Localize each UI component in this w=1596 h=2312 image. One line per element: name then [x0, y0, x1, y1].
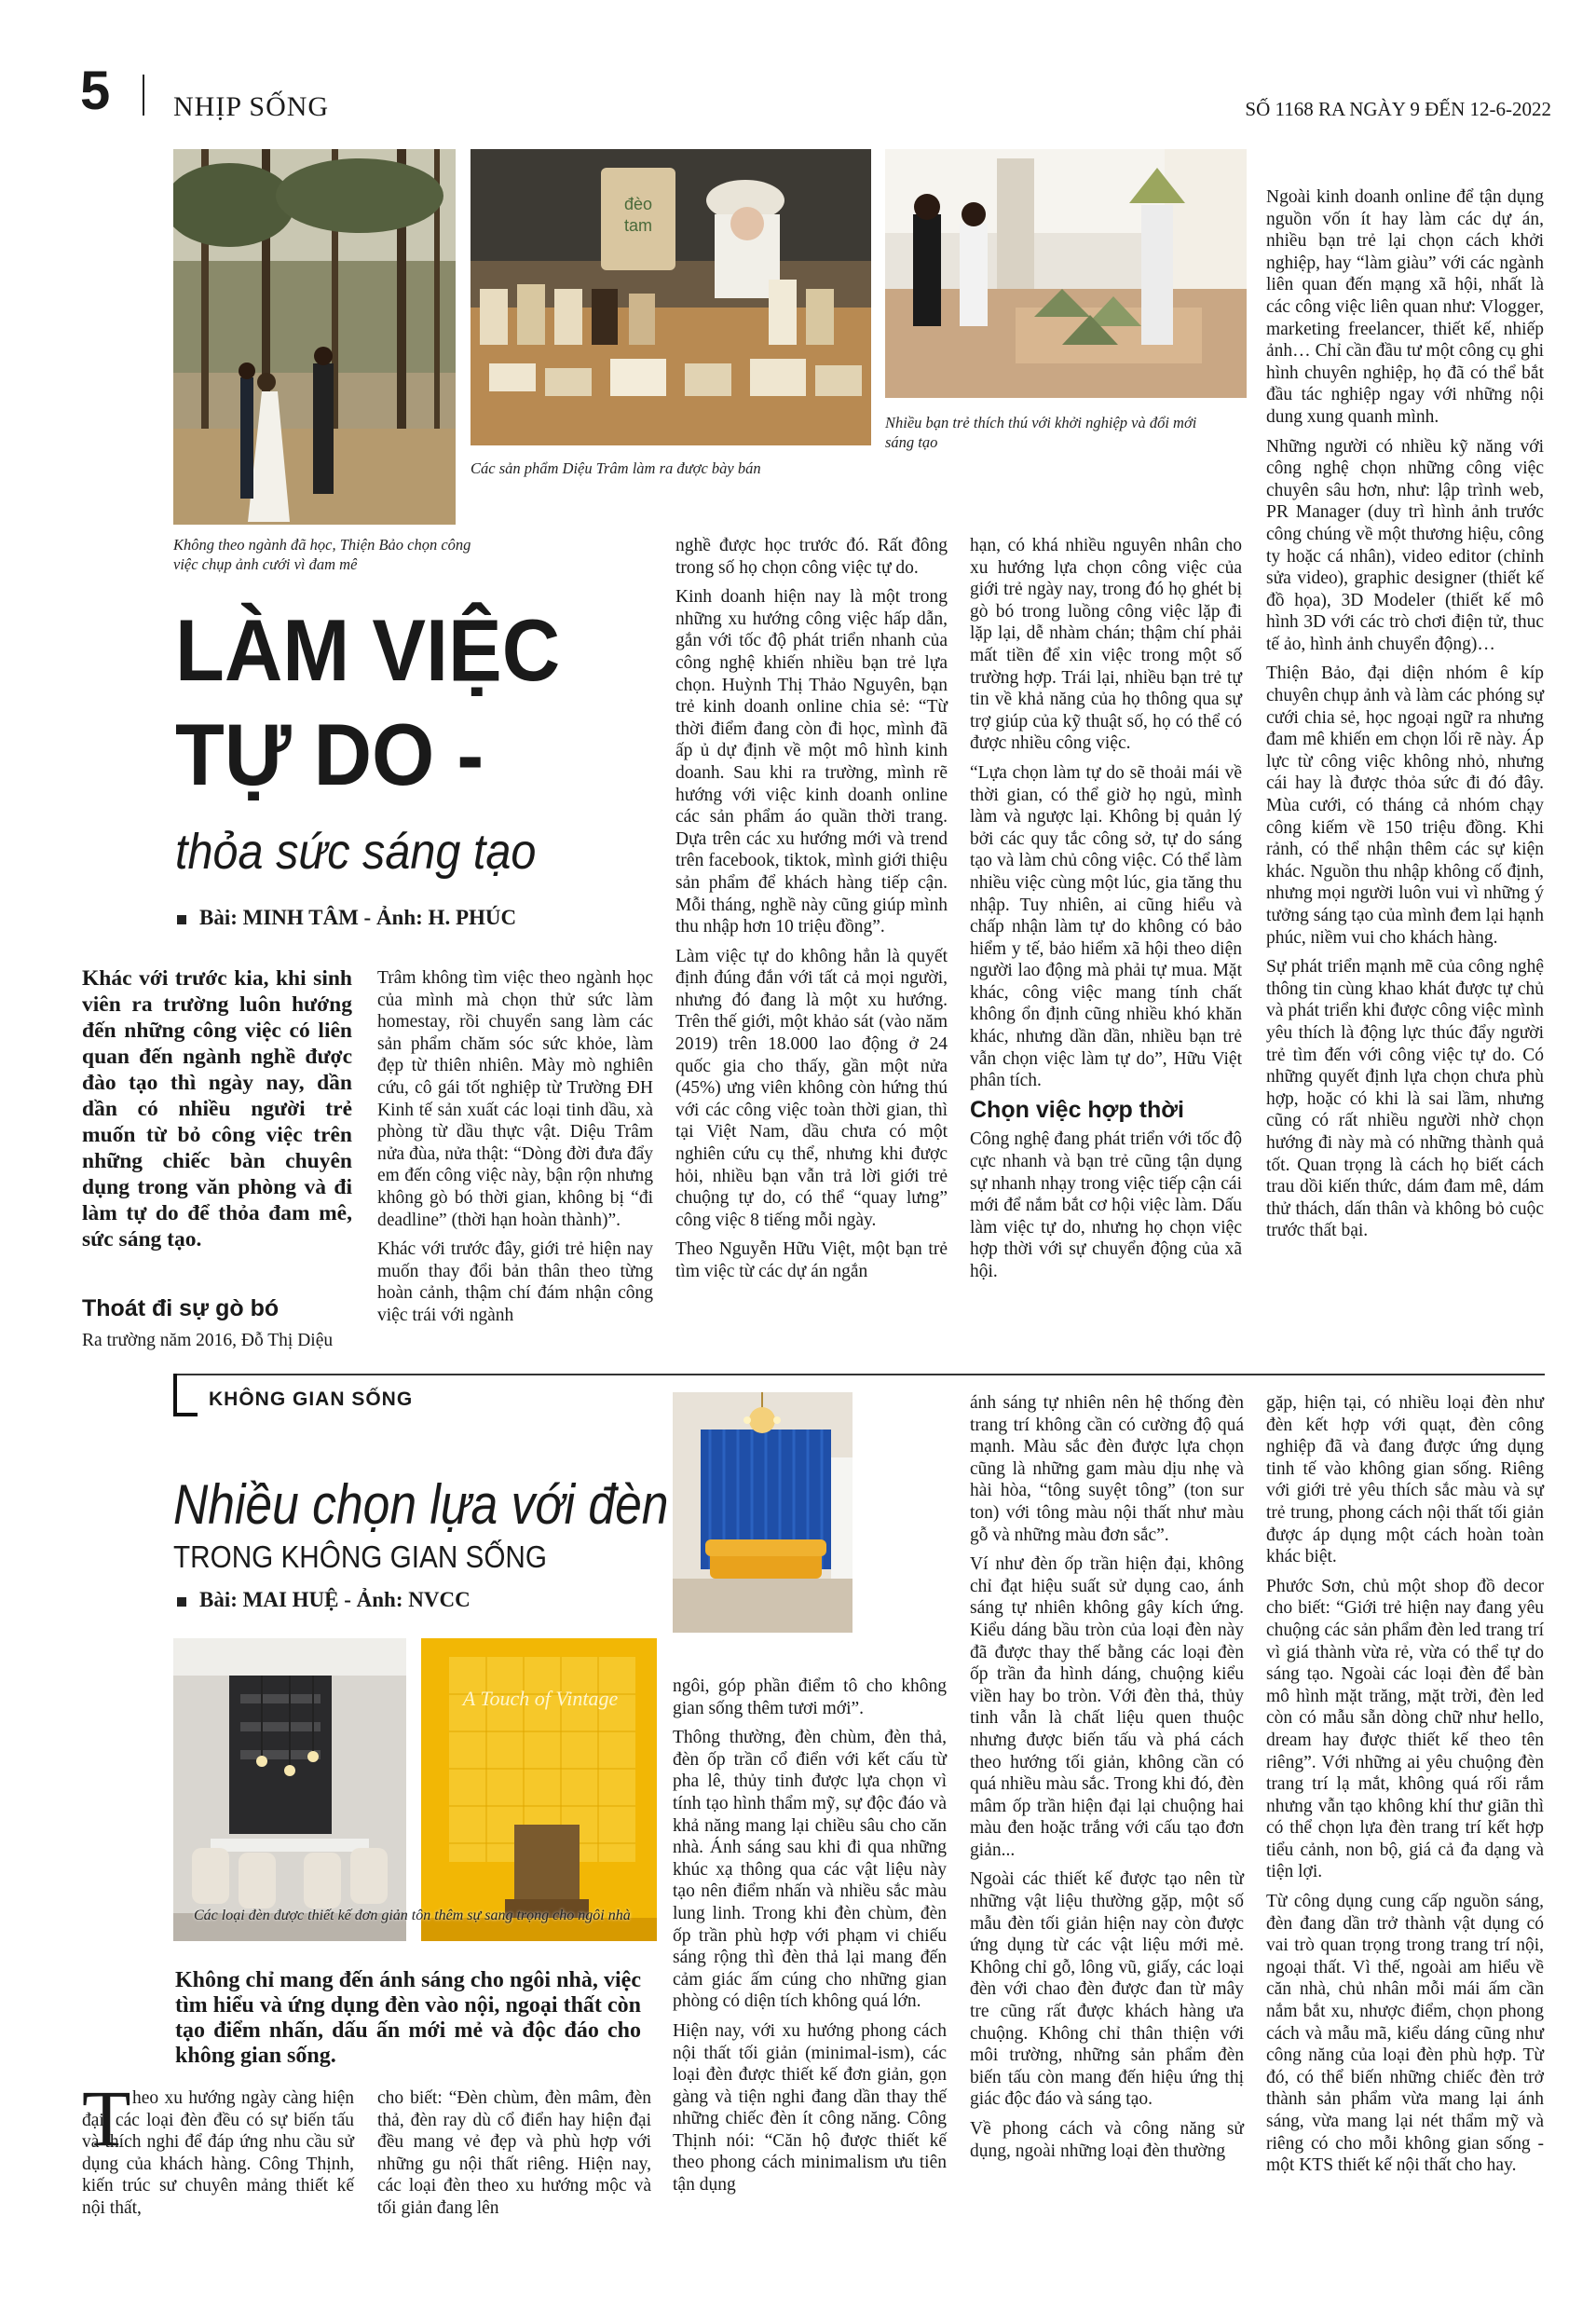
paragraph: Ngoài kinh doanh online để tận dụng nguồn vốn ít hay làm các dự án, nhiều bạn trẻ lại chọn cách khởi nghiệp, hay “làm giàu” với các ngành liên quan đến mạng xã hội, nhất là các công việc liên quan như: Vlogger, marketing freelancer, thiết kế, nhiếp ảnh… Chỉ cần đầu tư một công cụ ghi hình chuyên nghiệp, họ đã có thể bắt đầu tác nghiệp ngay với những nội dung xung quanh mình.: [1266, 187, 1544, 427]
article1-subhead-1: Thoát đi sự gò bó: [82, 1295, 280, 1321]
paragraph: heo xu hướng ngày càng hiện đại, các loại đèn đều có sự biến tấu và thích nghi để đáp ứng nhu cầu sử dụng của khách hàng. Công Thịnh, kiến trúc sư chuyên mảng thiết kế nội thất,: [82, 2088, 354, 2218]
article1-byline-text: Bài: MINH TÂM - Ảnh: H. PHÚC: [199, 906, 517, 929]
paragraph: Hiện nay, với xu hướng phong cách nội thất tối giản (minimal-ism), các loại đèn được thiết kế đơn giản, gọn gàng và tiện nghi đang dần thay thế những chiếc đèn ít công năng. Công Thịnh nói: “Căn hộ được thiết kế theo phong cách minimalism ưu tiên tận dụng: [673, 2020, 947, 2196]
article1-col2: [377, 967, 653, 1334]
issue-info: SỐ 1168 RA NGÀY 9 ĐẾN 12-6-2022: [1245, 98, 1551, 120]
neon-sign-text: A Touch of Vintage: [462, 1687, 619, 1710]
article1-subtitle: thỏa sức sáng tạo: [175, 824, 537, 880]
paragraph: Những người có nhiều kỹ năng với công nghệ chọn những công việc chuyên sâu hơn, như: lập trình web, PR Manager (duy trì hình ảnh trước công chúng về một thương hiệu, công ty hoặc cá nhân), video editor (chỉnh sửa video), graphic designer (thiết kế đồ họa), 3D Modeler (thiết kế mô hình 3D với các trò chơi điện tử, thuc tế ảo, hình ảnh chuyển động)…: [1266, 436, 1544, 654]
paragraph: Ví như đèn ốp trần hiện đại, không chỉ đạt hiệu suất sử dụng cao, ánh sáng tự nhiên không gây kích ứng. Kiểu dáng bầu tròn của loại đèn này đã được thay thế bằng các loại đèn ốp trần đa hình dáng, chuộng kiểu viền hay bo tròn. Với đèn thả, thủy tinh vẫn là chất liệu quen thuộc nhưng được biến tấu và phá cách theo hướng tối giản, không cần có quá nhiều màu sắc. Trong khi đó, đèn mâm ốp trần hiện đại lại chuộng hai màu đen hoặc trắng với cấu tạo đơn giản...: [970, 1554, 1244, 1860]
shop-photo-caption: Nhiều bạn trẻ thích thú với khởi nghiệp và đổi mới sáng tạo: [885, 414, 1197, 451]
paragraph: Thiện Bảo, đại diện nhóm ê kíp chuyên chụp ảnh và làm các phóng sự cưới chia sẻ, học ngoại ngữ ra nhưng đam mê khiến em chọn lối rẽ này. Áp lực từ công việc không nhỏ, nhưng cái hay là được thỏa sức đi đó đây. Mùa cưới, có tháng cả nhóm chạy công kiếm về 150 triệu đồng. Khi rảnh, có thể nhận thêm các sự kiện khác. Nguồn thu nhập không cố định, nhưng mọi người luôn vui vì những ý tưởng sáng tạo của mình đem lại hạnh phúc, niềm vui cho khách hàng.: [1266, 664, 1544, 948]
section-bracket-icon: [173, 1374, 198, 1416]
article2-byline: [177, 1588, 471, 1612]
paragraph: ánh sáng tự nhiên nên hệ thống đèn trang trí không cần có cường độ quá mạnh. Màu sắc đèn được lựa chọn cũng là những gam màu dịu nhẹ và hài hòa, “tông suyệt tông” (ton sur ton) với tông màu nội thất như màu gỗ và những màu đơn sắc”.: [970, 1393, 1244, 1545]
living-room-photo: [673, 1392, 853, 1633]
article1-col5: [1266, 186, 1544, 1250]
article2-title-line1: Nhiều chọn lựa với đèn: [173, 1473, 669, 1536]
dining-room-photo: [173, 1638, 406, 1941]
paragraph: hạn, có khá nhiều nguyên nhân cho xu hướng lựa chọn công việc của giới trẻ ngày nay, trong đó họ ghét bị gò bó trong luồng công việc lặp đi lặp lại, dễ nhàm chán; thậm chí phải mất tiền để xin việc trong một số trường hợp. Trái lại, nhiều bạn trẻ tự tin về khả năng của họ thông qua sự trợ giúp của kỹ thuật số, họ có thể có được nhiều công việc.: [970, 536, 1242, 754]
page-number: 5: [80, 61, 111, 121]
wedding-photo: [173, 149, 456, 525]
shop-photo: [885, 149, 1247, 398]
header-divider: [143, 75, 144, 116]
article1-byline: [177, 906, 516, 930]
article1-col4: [970, 535, 1242, 1291]
paragraph: Công nghệ đang phát triển với tốc độ cực nhanh và bạn trẻ cũng tận dụng sự nhanh nhạy trong việc tiếp cận cái mới để nắm bắt cơ hội việc làm. Dấu làm việc tự do, nhưng họ chọn việc hợp thời với sự chuyển động của xã hội.: [970, 1129, 1242, 1281]
paragraph: Thông thường, đèn chùm, đèn thả, đèn ốp trần cổ điển với kết cấu từ pha lê, thủy tinh được lựa chọn vì tính tạo hình thẩm mỹ, sự độc đáo và khả năng mang lại chiều sâu cho căn nhà. Ánh sáng sau khi đi qua những khúc xạ thông qua các vật liệu này tạo nên điểm nhấn và nhiều sắc màu lung linh. Trong khi đèn chùm, đèn ốp trần phù hợp với phạm vi chiếu sáng rộng thì đèn thả lại mang đến cảm giác ấm cúng cho những gian phòng có diện tích không quá lớn.: [673, 1728, 947, 2012]
article1-title-line2: TỰ DO -: [175, 705, 484, 803]
article2-photo-caption: Các loại đèn được thiết kế đơn giản tôn thêm sự sang trọng cho ngôi nhà: [194, 1908, 631, 1923]
products-photo: [471, 149, 871, 445]
article2-col3: [673, 1676, 947, 2204]
jar-label-2: tam: [623, 216, 653, 235]
paragraph: Khác với trước đây, giới trẻ hiện nay muốn thay đổi bản thân theo từng hoàn cảnh, thậm chí đám nhận công việc trái với ngành: [377, 1239, 653, 1325]
paragraph: nghề được học trước đó. Rất đông trong số họ chọn công việc tự do.: [675, 536, 948, 578]
article2-title-line2: TRONG KHÔNG GIAN SỐNG: [173, 1539, 547, 1574]
neon-corner-photo: [421, 1638, 657, 1941]
article2-col4: [970, 1392, 1244, 2169]
paragraph: Sự phát triển mạnh mẽ của công nghệ thông tin cùng khao khát được tự chủ và phát triển khi được công việc mình yêu thích là động lực thúc đẩy người trẻ tìm đến với công việc tự do. Có những quyết định lựa chọn chưa phù hợp, hoặc có khi là sai lầm, nhưng cũng có rất nhiều người nhờ chọn hướng đi này mà có những thành quả tốt. Quan trọng là cách họ biết cách trau dồi kiến thức, dám đam mê, dám thử thách, dấn thân và không bỏ cuộc trước thất bại.: [1266, 957, 1544, 1241]
paragraph: gặp, hiện tại, có nhiều loại đèn như đèn kết hợp với quạt, đèn công nghiệp đã và đang được ứng dụng tinh tế vào không gian sống. Riêng với giới trẻ yêu thích sắc màu và sự trẻ trung, phong cách nội thất tối giản được áp dụng một cách hoàn toàn khác biệt.: [1266, 1393, 1544, 1567]
paragraph: Làm việc tự do không hẳn là quyết định đúng đắn với tất cả mọi người, nhưng đó đang là một xu hướng. Trên thế giới, một khảo sát (vào năm 2019) trên 18.000 lao động ở 24 quốc gia cho thấy, gần một nửa (45%) ưng viên không còn hứng thú với các công việc toàn thời gian, thì tại Việt Nam, dầu chưa có một nghiên cứu cụ thể, nhưng khi được hỏi, nhiều bạn vẫn trả lời giới trẻ chuộng tự do, có thể “quay lưng” công việc 8 tiếng mỗi ngày.: [675, 946, 948, 1230]
paragraph: Kinh doanh hiện nay là một trong những xu hướng công việc hấp dẫn, gắn với tốc độ phát triển nhanh của công nghệ khiến nhiều bạn trẻ lựa chọn. Huỳnh Thị Thảo Nguyên, bạn trẻ kinh doanh online chia sẻ: “Từ thời điểm đang còn đi học, mình đã ấp ủ dự định về một mô hình kinh doanh. Sau khi ra trường, mình rẽ hướng với việc kinh doanh online các sản phẩm áo quần thời trang. Dựa trên các xu hướng mới và trend trên facebook, tiktok, mình giới thiệu sản phẩm để khách hàng tiếp cận. Mỗi tháng, nghề này cũng giúp mình thu nhập hơn 10 triệu đồng”.: [675, 587, 948, 937]
article2-col2: [377, 2087, 651, 2227]
paragraph: Ngoài các thiết kế được tạo nên từ những vật liệu thường gặp, một số mẫu đèn tối giản hiện nay còn được ứng dụng từ các vật liệu mới mẻ. Không chỉ gỗ, lông vũ, giấy, các loại đèn với chao đèn được đan từ mây tre cũng rất được khách hàng ưa chuộng. Không chỉ thân thiện với môi trường, những sản phẩm đèn biến tấu còn mang đến hiệu ứng thị giác độc đáo và sáng tạo.: [970, 1869, 1244, 2110]
wedding-photo-caption: Không theo ngành đã học, Thiện Bảo chọn công việc chụp ảnh cưới vì đam mê: [173, 536, 471, 573]
article1-col1: [82, 1330, 352, 1360]
article1-subhead-2: Chọn việc hợp thời: [970, 1096, 1184, 1123]
dropcap: T: [82, 2073, 131, 2163]
byline-bullet: [177, 1597, 186, 1607]
paragraph: Phước Sơn, chủ một shop đồ decor cho biết: “Giới trẻ hiện nay đang yêu chuộng các sản phẩm đèn led trang trí vì giá thành vừa rẻ, vừa có thể tự do sáng tạo. Ngoài các loại đèn để bàn mô hình mặt trăng, mặt trời, đèn led còn có mẫu sẵn dòng chữ như hello, dream hay được thiết kế theo tên riêng”. Với những ai yêu chuộng đèn trang trí lạ mắt, không quá rối rắm nhưng vẫn tạo không khí thư giãn thì có thể chọn lựa đèn trang trí kết hợp tiểu cảnh, non bộ, giá cả đa dạng và tiện lợi.: [1266, 1576, 1544, 1882]
paragraph: Ra trường năm 2016, Đỗ Thị Diệu: [82, 1331, 334, 1350]
products-photo-caption: Các sản phẩm Diệu Trâm làm ra được bày bán: [471, 459, 761, 477]
article1-lead: Khác với trước kia, khi sinh viên ra trường luôn hướng đến những công việc có liên quan đến ngành nghề được đào tạo thì ngày nay, dần dần có nhiều người trẻ muốn từ bỏ công việc trên những chiếc bàn chuyên dụng trong văn phòng và đi làm tự do để thỏa đam mê, sức sáng tạo.: [82, 966, 352, 1252]
paragraph: “Lựa chọn làm tự do sẽ thoải mái về thời gian, có thể giờ họ ngủ, mình làm và ngược lại. Không bị quản lý bởi các quy tắc công sở, tự do sáng tạo và làm chủ công việc. Có thể làm nhiều việc cùng một lúc, gia tăng thu nhập. Tuy nhiên, ai cũng hiểu và chấp nhận làm tự do không có bảo hiểm y tế, bảo hiểm xã hội theo diện người lao động mà phải tự mua. Mặt khác, công việc mang tính chất không ổn định cũng nhiều khó khăn khác, nhưng dần dần, nhiều bạn trẻ vẫn chọn việc làm tự do”, Hữu Việt phân tích.: [970, 762, 1242, 1091]
paragraph: Về phong cách và công năng sử dụng, ngoài những loại đèn thường: [970, 2119, 1244, 2161]
section-divider: [173, 1374, 1545, 1375]
paragraph: Theo Nguyễn Hữu Việt, một bạn trẻ tìm việc từ các dự án ngắn: [675, 1239, 948, 1281]
article2-section-label: KHÔNG GIAN SỐNG: [209, 1389, 414, 1410]
jar-label-1: đèo: [623, 195, 653, 213]
paragraph: Trâm không tìm việc theo ngành học của mình mà chọn thử sức làm homestay, rồi chuyển sang làm các sản phẩm chăm sóc sức khỏe, làm đẹp từ thiên nhiên. Mày mò nghiên cứu, cô gái tốt nghiệp từ Trường ĐH Kinh tế sản xuất các loại tinh dầu, xà phòng từ dầu thực vật. Diệu Trâm nửa đùa, nửa thật: “Dòng đời đưa đẩy em đến công việc này, bận rộn nhưng không gò bó thời gian, không bị “đi deadline” (thời hạn hoàn thành)”.: [377, 968, 653, 1230]
article2-byline-text: Bài: MAI HUỆ - Ảnh: NVCC: [199, 1588, 471, 1611]
byline-bullet: [177, 915, 186, 924]
section-name: NHỊP SỐNG: [173, 91, 330, 122]
paragraph: Từ công dụng cung cấp nguồn sáng, đèn đang dần trở thành vật dụng có vai trò quan trọng trong trang trí nội, ngoại thất. Vì thế, ngoài am hiểu về căn nhà, chủ nhân mỗi mái ấm cần nắm bắt xu, nhược điểm, chọn phong cách và mẫu mã, kiểu dáng cũng như công năng của loại đèn phù hợp. Từ đó, có thể biến những chiếc đèn trở thành sản phẩm vừa mang lại ánh sáng, vừa mang lại nét thẩm mỹ và riêng có cho mỗi không gian sống - một KTS thiết kế nội thất cho hay.: [1266, 1892, 1544, 2176]
article1-col3: [675, 535, 948, 1291]
article2-col5: [1266, 1392, 1544, 2184]
paragraph: cho biết: “Đèn chùm, đèn mâm, đèn thả, đèn ray dù cổ điển hay hiện đại đều mang vẻ đẹp và phù hợp với những gu nội thất riêng. Hiện nay, các loại đèn theo xu hướng mộc và tối giản đang lên: [377, 2088, 651, 2218]
article1-title-line1: LÀM VIỆC: [175, 601, 561, 699]
paragraph: ngôi, góp phần điểm tô cho không gian sống thêm tươi mới”.: [673, 1676, 947, 1718]
article2-lead: Không chỉ mang đến ánh sáng cho ngôi nhà, việc tìm hiểu và ứng dụng đèn vào nội, ngoại thất còn tạo điểm nhấn, dấu ấn mới mẻ và độc đáo cho không gian sống.: [175, 1968, 641, 2068]
article2-col1: [82, 2073, 354, 2227]
